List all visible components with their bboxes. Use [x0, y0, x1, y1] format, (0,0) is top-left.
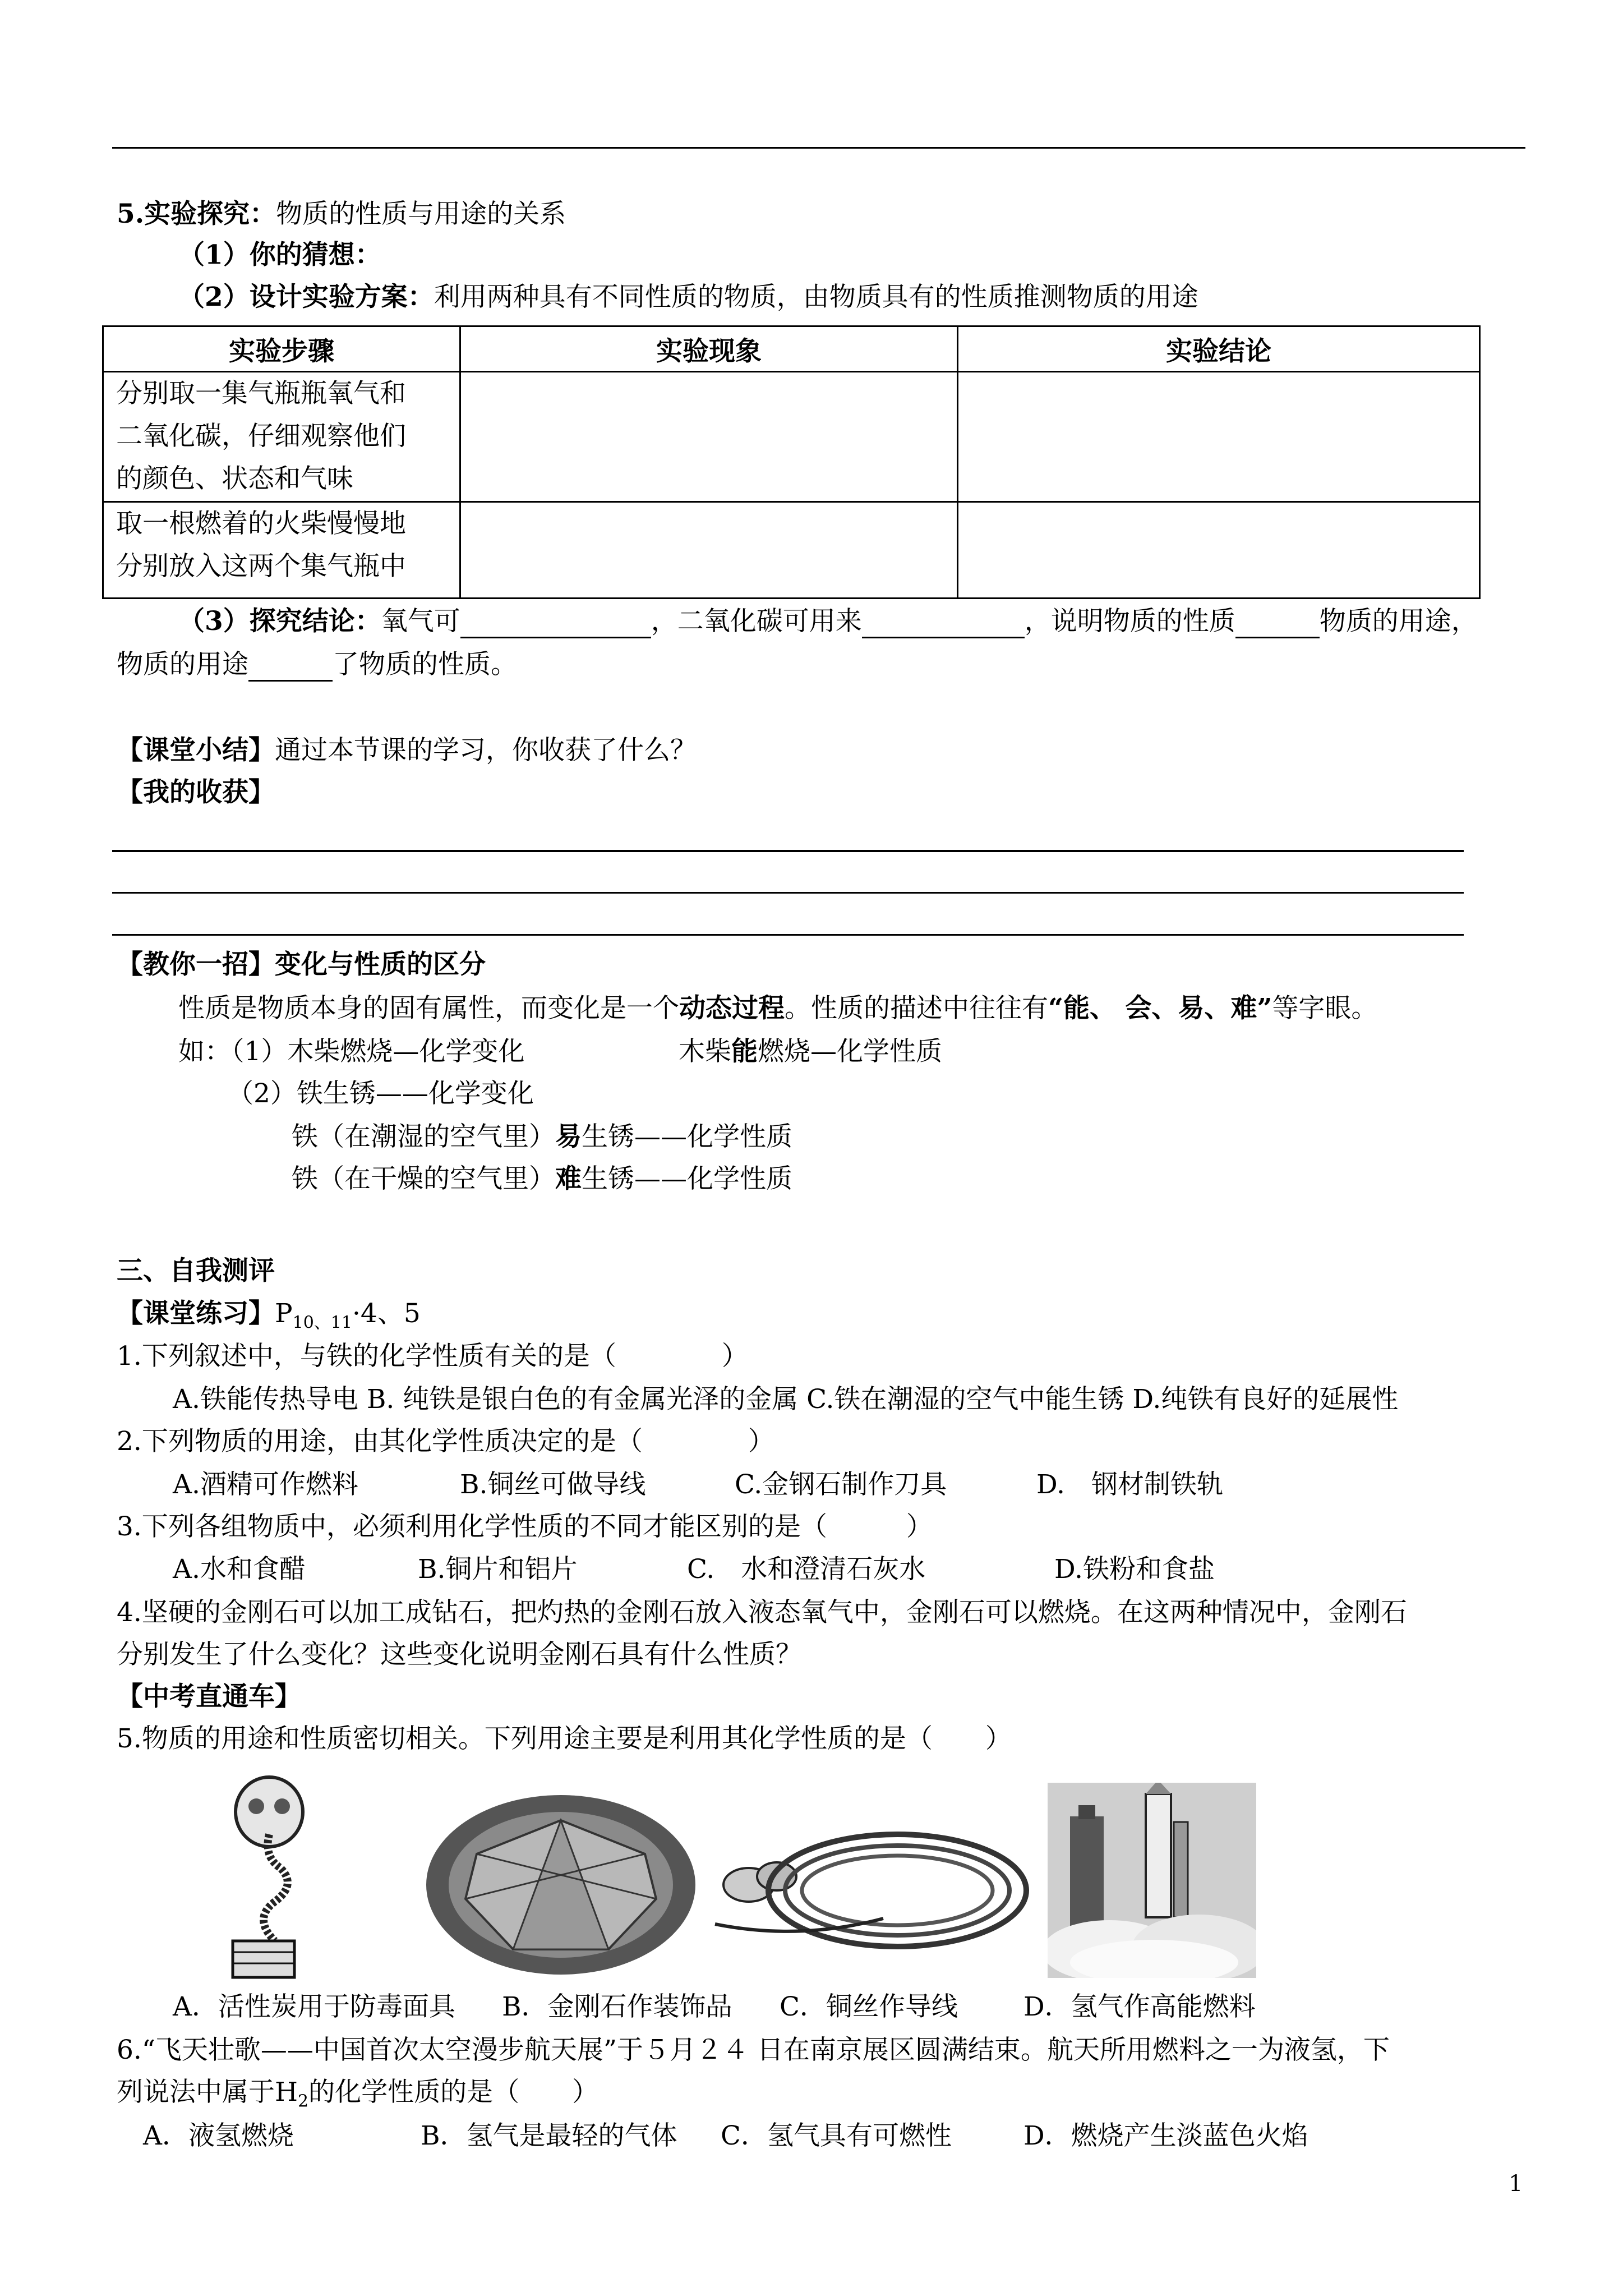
design-line: （2）设计实验方案：利用两种具有不同性质的物质，由物质具有的性质推测物质的用途	[178, 282, 1198, 312]
table-row: 取一根燃着的火柴慢慢地 分别放入这两个集气瓶中	[103, 502, 460, 599]
question-5-option-b: B．金刚石作装饰品	[502, 1991, 732, 2022]
exam-label: 【中考直通车】	[117, 1681, 301, 1712]
question-1: 1.下列叙述中，与铁的化学性质有关的是（ ）	[117, 1341, 748, 1372]
tip-example-3: 铁（在潮湿的空气里）易生锈——化学性质	[292, 1121, 792, 1152]
question-6-option-d: D．燃烧产生淡蓝色火焰	[1023, 2120, 1308, 2151]
question-6-option-c: C．氢气具有可燃性	[721, 2120, 952, 2151]
question-5-option-d: D．氢气作高能燃料	[1023, 1991, 1256, 2022]
answer-line[interactable]	[112, 850, 1464, 852]
tip-title: 【教你一招】变化与性质的区分	[117, 949, 486, 980]
blank[interactable]	[1235, 612, 1320, 638]
diamond-image	[423, 1792, 698, 1977]
table-header-conclusion: 实验结论	[958, 326, 1480, 372]
table-row: 分别取一集气瓶瓶氧气和 二氧化碳，仔细观察他们 的颜色、状态和气味	[103, 372, 460, 502]
question-6-line1: 6.“飞天壮歌——中国首次太空漫步航天展”于５月２４ 日在南京展区圆满结束。航天所用燃料之一为液氢，下	[117, 2035, 1390, 2065]
summary-line: 【课堂小结】通过本节课的学习，你收获了什么？	[117, 735, 697, 766]
tip-example-1b: 木柴能燃烧—化学性质	[679, 1036, 942, 1067]
answer-line[interactable]	[112, 934, 1464, 936]
question-5: 5.物质的用途和性质密切相关。下列用途主要是利用其化学性质的是（ ）	[117, 1723, 1012, 1754]
tip-paragraph: 性质是物质本身的固有属性，而变化是一个动态过程。性质的描述中往往有“能、 会、易、难”等字眼。	[178, 993, 1378, 1024]
table-header-steps: 实验步骤	[103, 326, 460, 372]
question-3-option-d: D.铁粉和食盐	[1054, 1554, 1215, 1585]
practice-line: 【课堂练习】$P_{10、11}\cdot 4$、5	[117, 1298, 421, 1333]
rocket-launch-image	[1048, 1783, 1256, 1978]
question-4-line2: 分别发生了什么变化？这些变化说明金刚石具有什么性质？	[117, 1639, 802, 1670]
conclusion-line1: （3）探究结论：氧气可 ，二氧化碳可用来 ，说明物质的性质 物质的用途，	[178, 605, 1478, 638]
question-4-line1: 4.坚硬的金刚石可以加工成钻石，把灼热的金刚石放入液态氧气中，金刚石可以燃烧。在这两种情况中，金刚石	[117, 1597, 1407, 1628]
header-rule	[112, 147, 1525, 149]
part3-title: 三、自我测评	[117, 1255, 275, 1286]
question-6-option-b: B．氢气是最轻的气体	[421, 2120, 677, 2151]
tip-example-2: （2）铁生锈——化学变化	[227, 1078, 534, 1109]
conclusion-cell-1	[958, 372, 1480, 502]
conclusion-cell-2	[958, 502, 1480, 599]
question-2-option-b: B.铜丝可做导线	[460, 1469, 646, 1500]
blank[interactable]	[248, 655, 333, 682]
question-2-option-a: A.酒精可作燃料	[173, 1469, 358, 1500]
experiment-table	[102, 325, 1481, 599]
gas-mask-image	[216, 1773, 328, 1980]
section5-title: 5.实验探究：物质的性质与用途的关系	[117, 199, 566, 229]
question-2: 2.下列物质的用途，由其化学性质决定的是（ ）	[117, 1426, 774, 1457]
question-2-option-c: C.金钢石制作刀具	[735, 1469, 947, 1500]
question-3-option-a: A.水和食醋	[173, 1554, 306, 1585]
blank[interactable]	[460, 612, 651, 638]
question-5-option-c: C．铜丝作导线	[780, 1991, 958, 2022]
phenomena-cell-2	[460, 502, 958, 599]
blank[interactable]	[862, 612, 1025, 638]
question-3-option-b: B.铜片和铝片	[418, 1554, 578, 1585]
tip-example-4: 铁（在干燥的空气里）难生锈——化学性质	[292, 1163, 792, 1194]
answer-line[interactable]	[112, 892, 1464, 894]
page-number: 1	[1509, 2171, 1523, 2197]
conclusion-line2: 物质的用途 了物质的性质。	[117, 648, 517, 682]
question-3: 3.下列各组物质中，必须利用化学性质的不同才能区别的是（ ）	[117, 1511, 933, 1542]
question-6-option-a: A．液氢燃烧	[143, 2120, 294, 2151]
guess-line: （1）你的猜想：	[178, 240, 381, 270]
phenomena-cell-1	[460, 372, 958, 502]
question-6-line2: 列说法中属于$H_2$的化学性质的是（ ）	[117, 2077, 599, 2111]
question-3-option-c: C. 水和澄清石灰水	[687, 1554, 926, 1585]
question-2-option-d: D. 钢材制铁轨	[1036, 1469, 1223, 1500]
tip-example-1: 如：（1）木柴燃烧—化学变化	[178, 1036, 525, 1067]
copper-wire-image	[704, 1826, 1035, 1955]
question-5-option-a: A．活性炭用于防毒面具	[173, 1991, 455, 2022]
question-1-options: A.铁能传热导电 B. 纯铁是银白色的有金属光泽的金属 C.铁在潮湿的空气中能生锈 D.纯铁有良好的延展性	[173, 1384, 1399, 1415]
harvest-label: 【我的收获】	[117, 777, 275, 808]
table-header-phenomena: 实验现象	[460, 326, 958, 372]
